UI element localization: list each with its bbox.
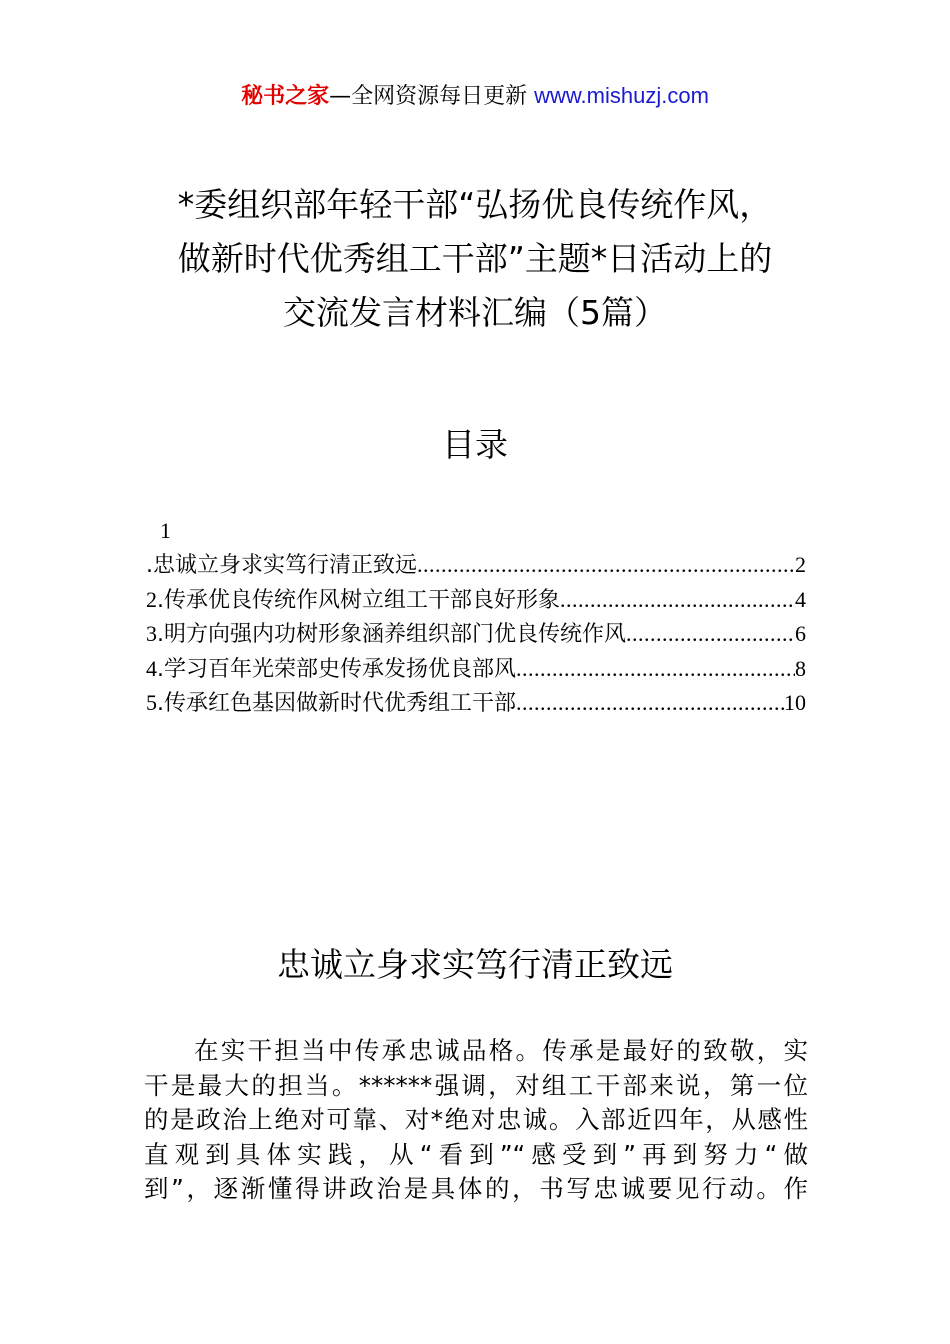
body-line: 在实干担当中传承忠诚品格。传承是最好的致敬，实: [194, 1036, 808, 1065]
section-title: 忠诚立身求实笃行清正致远: [277, 945, 673, 984]
site-url[interactable]: www.mishuzj.com: [534, 83, 709, 108]
toc-entry-number: 5: [146, 690, 157, 715]
toc-entry-text: .传承优良传统作风树立组工干部良好形象: [157, 587, 560, 613]
document-title: [100, 178, 850, 340]
toc-entry[interactable]: [146, 652, 806, 687]
toc-entry-page: 8: [795, 655, 806, 681]
toc-entry-page: 4: [795, 586, 806, 612]
toc-heading: 目录: [442, 425, 508, 464]
toc-leader-dots: [417, 548, 795, 583]
toc-entry-text: .传承红色基因做新时代优秀组工干部: [157, 691, 516, 716]
toc-entry-page: 6: [795, 621, 806, 646]
toc-entry-text: .忠诚立身求实笃行清正致远: [146, 553, 417, 578]
toc-leader-dots: [560, 583, 795, 618]
body-line: 的是政治上绝对可靠、对*绝对忠诚。入部近四年，从感性: [144, 1105, 808, 1134]
toc-entry-number: 3: [146, 621, 157, 646]
toc-entry-text: .明方向强内功树形象涵养组织部门优良传统作风: [157, 622, 626, 647]
site-brand: 秘书之家: [241, 84, 330, 109]
toc-entry-page: 10: [784, 690, 806, 715]
toc-entry-label: [146, 617, 626, 653]
toc-entry-text: .学习百年光荣部史传承发扬优良部风: [157, 656, 516, 682]
toc-entry[interactable]: [146, 548, 806, 583]
document-title-line: 做新时代优秀组工干部”主题*日活动上的: [177, 239, 773, 278]
document-title-line: 交流发言材料汇编（5篇）: [283, 293, 667, 332]
toc-leader-dots: [516, 652, 795, 687]
section-body: [144, 1034, 808, 1207]
toc-entry-label: [146, 583, 560, 619]
toc-entry-label: [146, 686, 516, 722]
body-line: 到”，逐渐懂得讲政治是具体的，书写忠诚要见行动。作: [144, 1174, 808, 1203]
toc-entry[interactable]: [146, 686, 806, 721]
table-of-contents: [146, 514, 806, 721]
toc-entry-number: 4: [146, 655, 157, 681]
document-title-line: *委组织部年轻干部“弘扬优良传统作风，: [177, 185, 773, 224]
toc-entry-page: 2: [795, 552, 806, 577]
toc-entry-label: [146, 548, 417, 584]
body-line: 干是最大的担当。******强调，对组工干部来说，第一位: [144, 1070, 808, 1100]
toc-leader-dots: [516, 686, 784, 721]
body-line: 直观到具体实践，从“看到”“感受到”再到努力“做: [144, 1139, 808, 1169]
site-tagline: —全网资源每日更新: [329, 84, 535, 109]
toc-entry-label: [146, 652, 516, 688]
toc-entry[interactable]: [146, 617, 806, 652]
toc-entry-number: 2: [146, 586, 157, 612]
toc-entry[interactable]: [146, 583, 806, 618]
toc-first-number: 1: [160, 518, 171, 543]
site-header: [0, 80, 950, 113]
toc-leader-dots: [626, 617, 795, 652]
